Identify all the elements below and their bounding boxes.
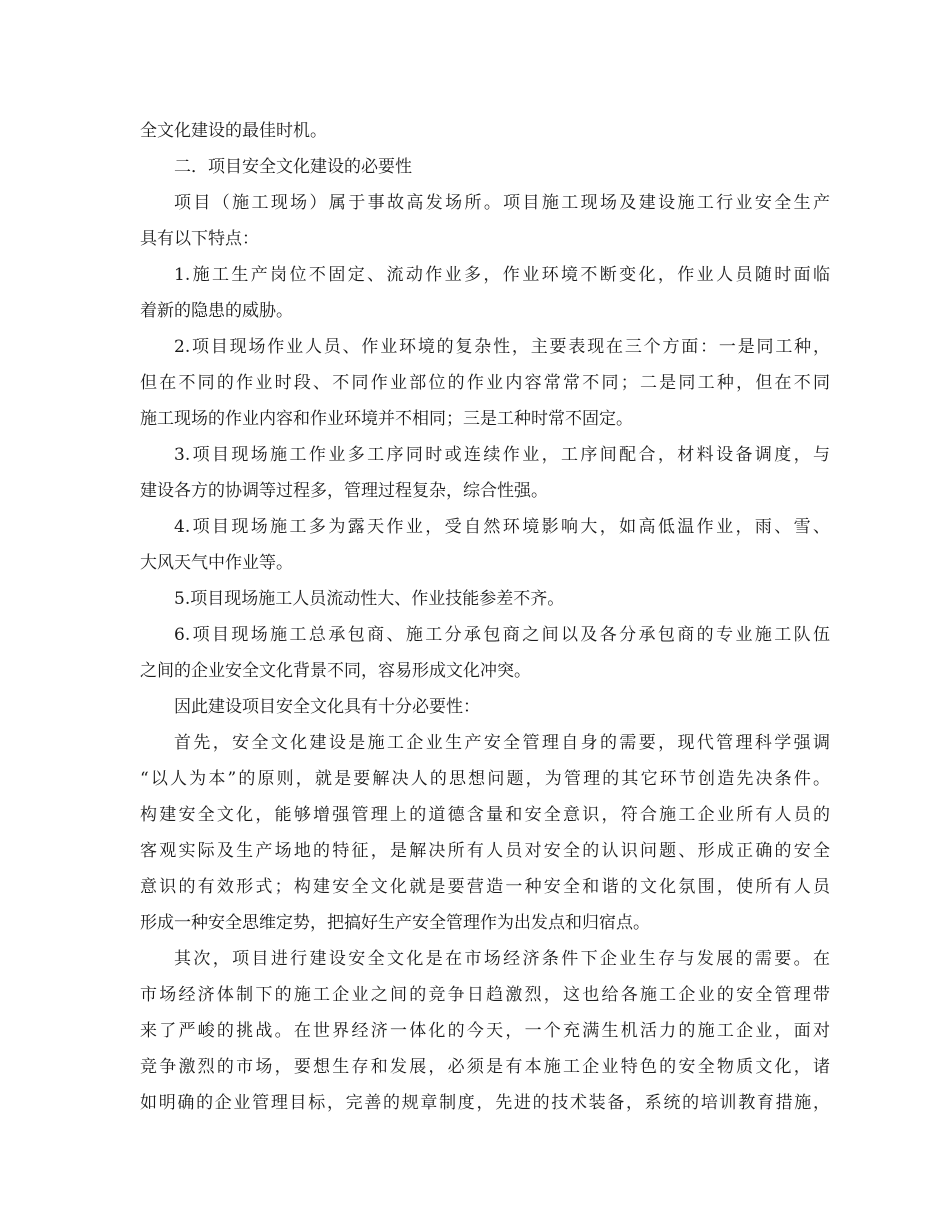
text-line: 着新的隐患的威胁。 [140, 301, 293, 321]
text-line: 构建安全文化，能够增强管理上的道德含量和安全意识，符合施工企业所有人员的 [140, 805, 830, 825]
text-line: 建设各方的协调等过程多，管理过程复杂，综合性强。 [140, 481, 548, 501]
text-line: 如明确的企业管理目标，完善的规章制度，先进的技术装备，系统的培训教育措施， [140, 1093, 830, 1113]
text-line: 项目（施工现场）属于事故高发场所。项目施工现场及建设施工行业安全生产 [174, 193, 830, 213]
text-line: 意识的有效形式；构建安全文化就是要营造一种安全和谐的文化氛围，使所有人员 [140, 877, 830, 897]
list-item-6: 6.项目现场施工总承包商、施工分承包商之间以及各分承包商的专业施工队伍 [174, 625, 830, 645]
list-item-1: 1.施工生产岗位不固定、流动作业多，作业环境不断变化，作业人员随时面临 [174, 265, 830, 285]
text-line: 市场经济体制下的施工企业之间的竞争日趋激烈，这也给各施工企业的安全管理带 [140, 985, 830, 1005]
text-line: 客观实际及生产场地的特征，是解决所有人员对安全的认识问题、形成正确的安全 [140, 841, 830, 861]
text-line: 大风天气中作业等。 [140, 553, 293, 573]
paragraph-first: 首先，安全文化建设是施工企业生产安全管理自身的需要，现代管理科学强调 [174, 733, 830, 753]
text-line: 施工现场的作业内容和作业环境并不相同；三是工种时常不固定。 [140, 409, 633, 429]
paragraph-second: 其次，项目进行建设安全文化是在市场经济条件下企业生存与发展的需要。在 [174, 949, 830, 969]
text-line: 全文化建设的最佳时机。 [140, 121, 327, 141]
list-item-4: 4.项目现场施工多为露天作业，受自然环境影响大，如高低温作业，雨、雪、 [174, 517, 830, 537]
text-line: 但在不同的作业时段、不同作业部位的作业内容常常不同；二是同工种，但在不同 [140, 373, 830, 393]
list-item-5: 5.项目现场施工人员流动性大、作业技能参差不齐。 [174, 589, 565, 609]
text-line: “以人为本”的原则，就是要解决人的思想问题，为管理的其它环节创造先决条件。 [140, 769, 830, 789]
text-line: 竞争激烈的市场，要想生存和发展，必须是有本施工企业特色的安全物质文化，诸 [140, 1057, 830, 1077]
list-item-2: 2.项目现场作业人员、作业环境的复杂性，主要表现在三个方面：一是同工种， [174, 337, 830, 357]
section-heading: 二．项目安全文化建设的必要性 [174, 157, 412, 177]
list-item-3: 3.项目现场施工作业多工序同时或连续作业，工序间配合，材料设备调度，与 [174, 445, 830, 465]
paragraph-lead: 因此建设项目安全文化具有十分必要性： [174, 697, 480, 717]
body-text [140, 113, 830, 1121]
text-line: 之间的企业安全文化背景不同，容易形成文化冲突。 [140, 661, 531, 681]
text-line: 来了严峻的挑战。在世界经济一体化的今天，一个充满生机活力的施工企业，面对 [140, 1021, 830, 1041]
text-line: 形成一种安全思维定势，把搞好生产安全管理作为出发点和归宿点。 [140, 913, 650, 933]
text-line: 具有以下特点： [140, 229, 259, 249]
